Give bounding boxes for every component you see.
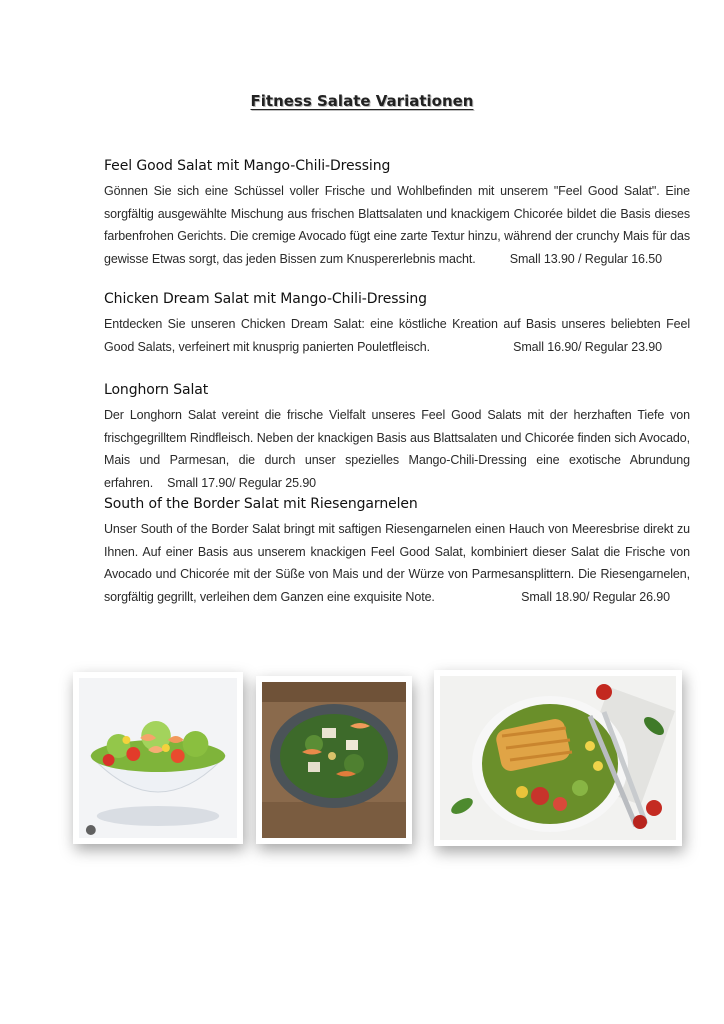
page-title: Fitness Salate Variationen [250, 92, 474, 110]
menu-item-description: Unser South of the Border Salat bringt mit saftigen Riesengarnelen einen Hauch von Meeresbrise direkt zu Ihnen. Auf einer Basis aus unserem knackigen Feel Good Salat, kombiniert dieser Salat die Frische von Avocado und Chicorée mit der Süße von Mais und der Würze von Parmesansplittern. Die Riesengarnelen, sorgfältig gegrillt, verleihen dem Ganzen eine exquisite Note. Small 18.90/ Regular 26.90 [104, 518, 690, 608]
grilled-salad-bowl-photo [256, 676, 412, 844]
menu-item-title: Feel Good Salat mit Mango-Chili-Dressing [104, 158, 391, 174]
menu-item-price: Small 17.90/ Regular 25.90 [167, 475, 317, 490]
menu-item-description: Entdecken Sie unseren Chicken Dream Salat: eine köstliche Kreation auf Basis unseres beliebten Feel Good Salats, verfeinert mit knusprig panierten Pouletfleisch. Small 16.90/ Regular 23.90 [104, 313, 690, 358]
menu-item-longhorn [104, 382, 690, 494]
shrimp-salad-bowl-photo [73, 672, 243, 844]
menu-item-price: Small 13.90 / Regular 16.50 [509, 251, 662, 266]
menu-item-price: Small 16.90/ Regular 23.90 [513, 339, 662, 354]
menu-item-title: Longhorn Salat [104, 382, 209, 398]
chicken-salad-bowl-photo [434, 670, 682, 846]
menu-item-description: Gönnen Sie sich eine Schüssel voller Frische und Wohlbefinden mit unserem "Feel Good Salat". Eine sorgfältig ausgewählte Mischung aus frischen Blattsalaten und knackigem Chicorée bildet die Basis dieses farbenfrohen Gerichts. Die cremige Avocado fügt eine zarte Textur hinzu, während der crunchy Mais für das gewisse Etwas sorgt, das jeden Bissen zum Knuspererlebnis macht. Small 13.90 / Regular 16.50 [104, 180, 690, 270]
menu-item-title: Chicken Dream Salat mit Mango-Chili-Dressing [104, 291, 427, 307]
menu-item-title: South of the Border Salat mit Riesengarnelen [104, 496, 418, 512]
menu-item-feel-good [104, 158, 690, 270]
menu-item-chicken-dream [104, 291, 690, 358]
menu-item-price: Small 18.90/ Regular 26.90 [521, 589, 670, 604]
menu-item-description: Der Longhorn Salat vereint die frische Vielfalt unseres Feel Good Salats mit der herzhaften Tiefe von frischgegrilltem Rindfleisch. Neben der knackigen Basis aus Blattsalaten und Chicorée finden sich Avocado, Mais und Parmesan, die durch unser spezielles Mango-Chili-Dressing eine exotische Abrundung erfahren. Small 17.90/ Regular 25.90 [104, 408, 690, 490]
menu-item-south-of-the-border [104, 496, 690, 608]
